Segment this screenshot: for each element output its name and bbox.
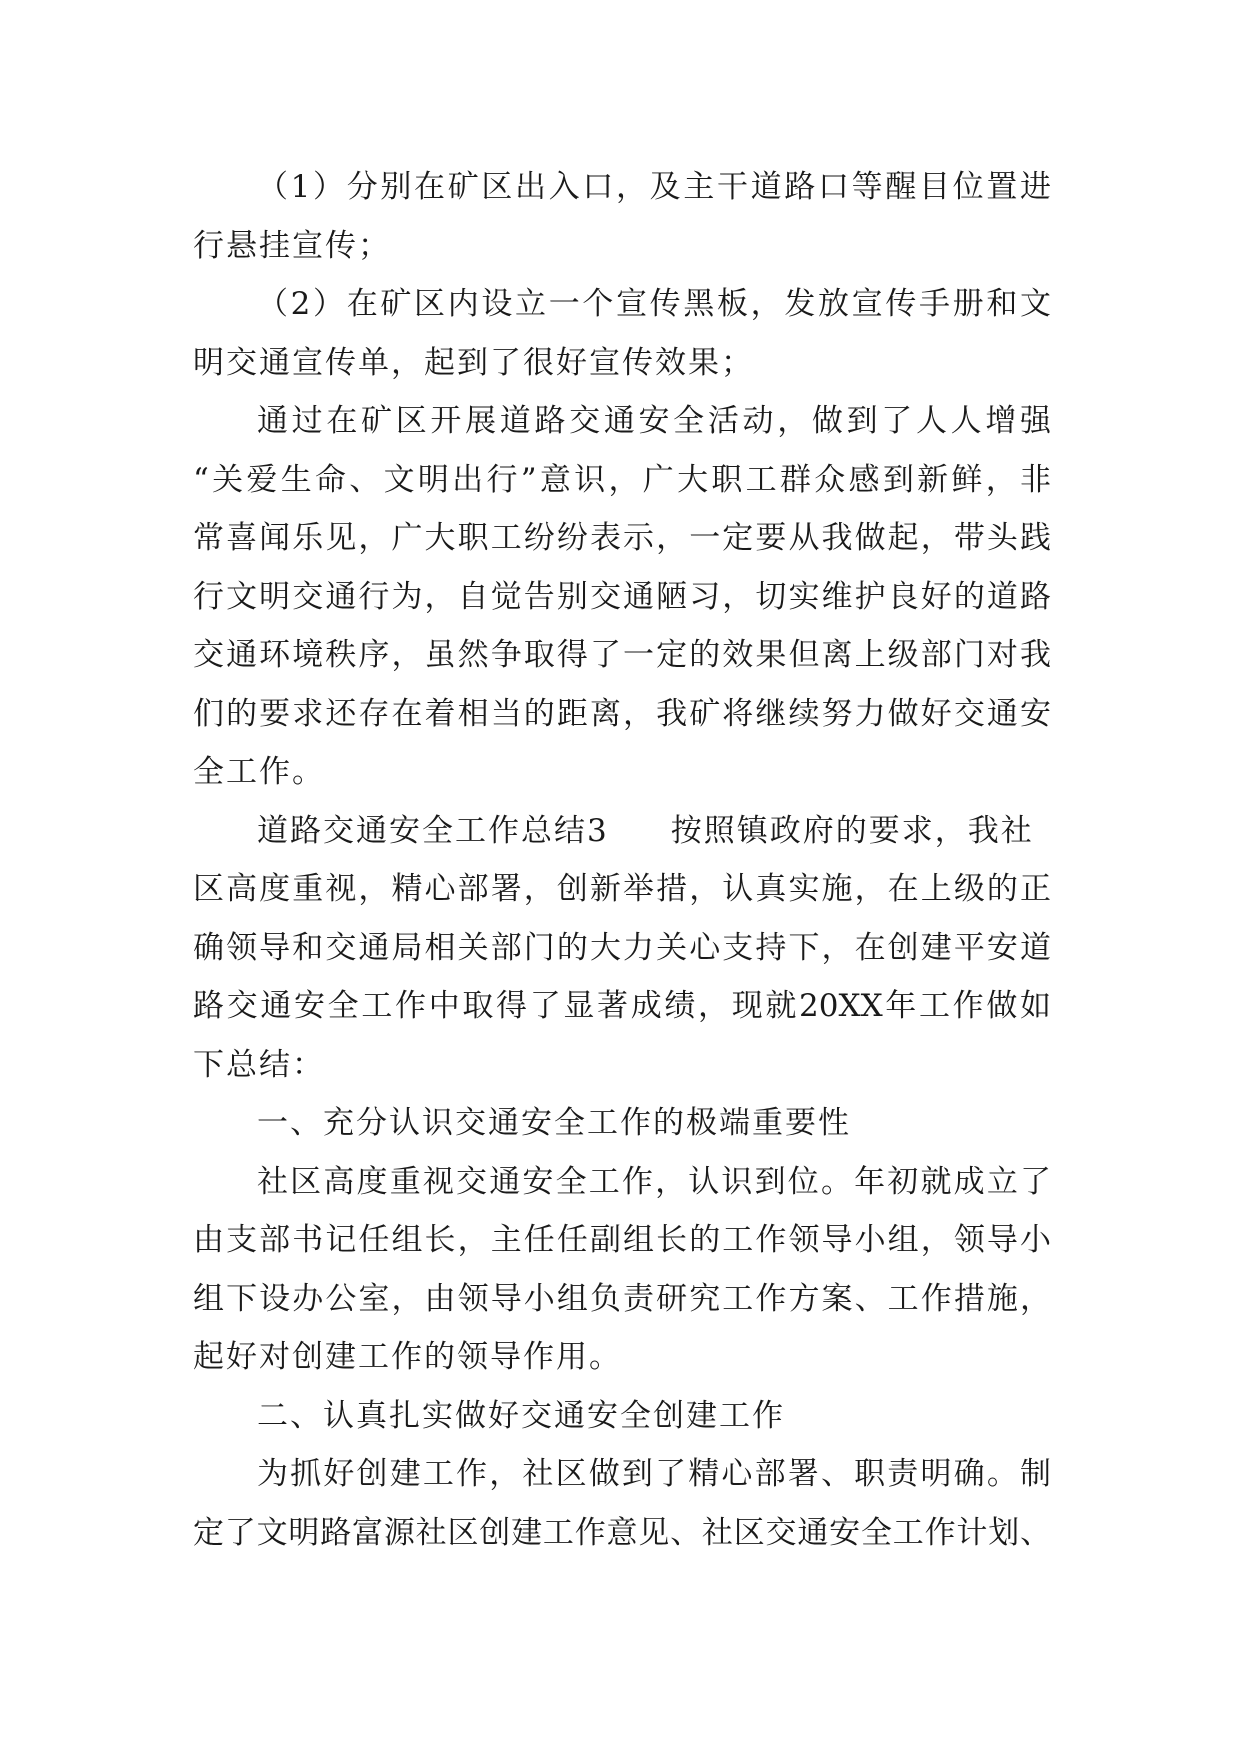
line-text: 行文明交通行为，自觉告别交通陋习，切实维护良好的道路 xyxy=(193,578,1051,615)
paragraph-line xyxy=(193,1504,1051,1563)
line-text: 按照镇政府的要求，我社 xyxy=(670,812,1034,849)
line-text: 社区高度重视交通安全工作，认识到位。年初就成立了 xyxy=(257,1163,1051,1200)
paragraph-line xyxy=(193,743,1051,802)
line-text: 起好对创建工作的领导作用。 xyxy=(193,1339,622,1375)
paragraph-line xyxy=(193,1153,1051,1212)
paragraph-line xyxy=(193,626,1051,685)
paragraph-line xyxy=(193,977,1051,1036)
paragraph-line xyxy=(193,860,1051,919)
paragraph-line xyxy=(193,275,1051,334)
line-text: 们的要求还存在着相当的距离，我矿将继续努力做好交通安 xyxy=(193,695,1051,732)
paragraph-line xyxy=(193,1036,1051,1095)
paragraph-line xyxy=(193,1328,1051,1387)
line-text: 交通环境秩序，虽然争取得了一定的效果但离上级部门对我 xyxy=(193,637,1051,673)
line-text: 组下设办公室，由领导小组负责研究工作方案、工作措施， xyxy=(193,1280,1051,1317)
line-text: （1）分别在矿区出入口，及主干道路口等醒目位置进 xyxy=(257,169,1051,205)
paragraph-line xyxy=(193,1211,1051,1270)
paragraph-line xyxy=(193,685,1051,744)
paragraph-line xyxy=(193,509,1051,568)
document-body xyxy=(193,158,1051,1562)
line-text: 确领导和交通局相关部门的大力关心支持下，在创建平安道 xyxy=(193,929,1051,966)
line-text: 为抓好创建工作，社区做到了精心部署、职责明确。制 xyxy=(257,1456,1051,1492)
section-title: 一、充分认识交通安全工作的极端重要性 xyxy=(257,1105,851,1141)
section-title: 道路交通安全工作总结3 xyxy=(257,812,609,849)
line-text: 下总结： xyxy=(193,1046,325,1083)
section-heading-line xyxy=(193,1387,1051,1446)
line-text: 区高度重视，精心部署，创新举措，认真实施，在上级的正 xyxy=(193,871,1051,907)
paragraph-line xyxy=(193,217,1051,276)
paragraph-line xyxy=(193,392,1051,451)
line-text: （2）在矿区内设立一个宣传黑板，发放宣传手册和文 xyxy=(257,286,1051,322)
paragraph-line xyxy=(193,568,1051,627)
section-heading-line xyxy=(193,1094,1051,1153)
line-text: 定了文明路富源社区创建工作意见、社区交通安全工作计划、 xyxy=(193,1514,1051,1551)
line-text: 全工作。 xyxy=(193,754,325,790)
line-text: 行悬挂宣传； xyxy=(193,227,391,264)
paragraph-line xyxy=(193,1445,1051,1504)
line-text: “关爱生命、文明出行”意识，广大职工群众感到新鲜，非 xyxy=(193,461,1051,498)
line-text: 路交通安全工作中取得了显著成绩，现就20XX年工作做如 xyxy=(193,988,1051,1024)
section-title: 二、认真扎实做好交通安全创建工作 xyxy=(257,1397,785,1434)
line-text: 明交通宣传单，起到了很好宣传效果； xyxy=(193,344,754,381)
line-text: 通过在矿区开展道路交通安全活动，做到了人人增强 xyxy=(257,403,1051,439)
paragraph-line xyxy=(193,919,1051,978)
paragraph-line xyxy=(193,158,1051,217)
line-text: 常喜闻乐见，广大职工纷纷表示，一定要从我做起，带头践 xyxy=(193,520,1051,556)
section-heading-line xyxy=(193,802,1051,861)
paragraph-line xyxy=(193,451,1051,510)
paragraph-line xyxy=(193,1270,1051,1329)
paragraph-line xyxy=(193,334,1051,393)
line-text: 由支部书记任组长，主任任副组长的工作领导小组，领导小 xyxy=(193,1222,1051,1258)
